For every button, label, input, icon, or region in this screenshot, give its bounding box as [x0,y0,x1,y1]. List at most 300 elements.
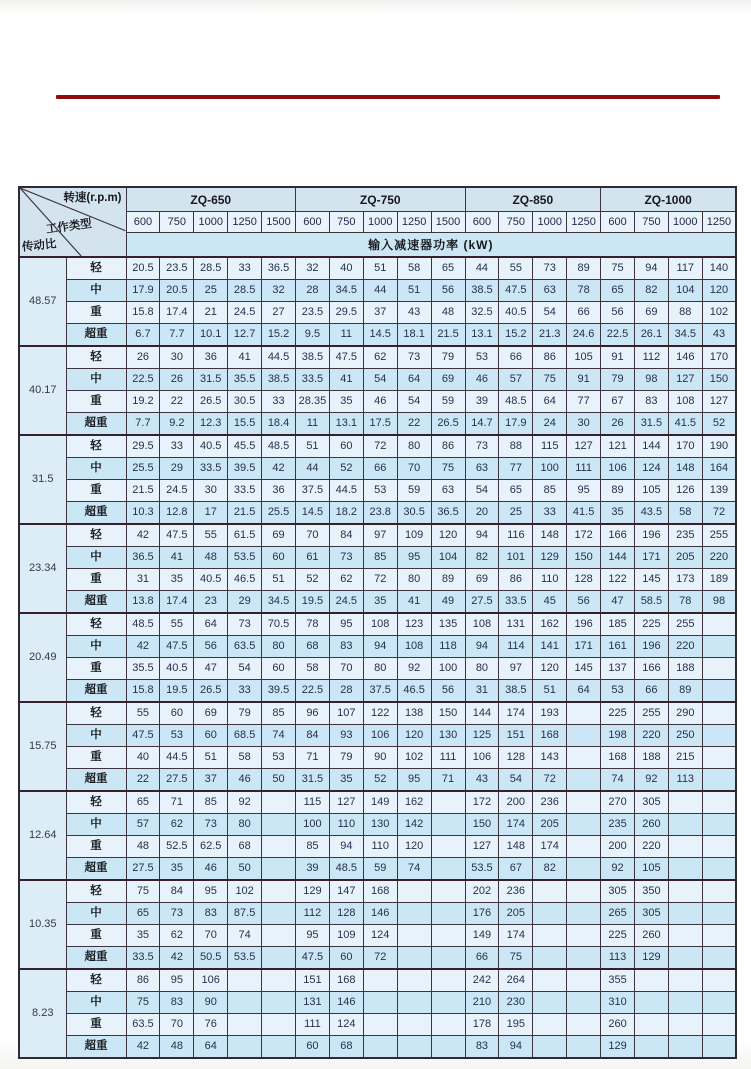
power-value-cell: 190 [702,435,736,458]
power-value-cell [363,992,397,1014]
power-value-cell: 21.5 [228,502,262,525]
power-value-cell [397,1014,431,1036]
speed-header: 1000 [363,212,397,233]
power-value-cell: 36 [262,480,296,502]
power-value-cell: 260 [634,925,668,947]
power-value-cell: 74 [601,769,635,792]
power-value-cell: 40.5 [160,658,194,680]
power-value-cell: 42 [126,636,160,658]
power-value-cell: 30 [194,480,228,502]
power-value-cell: 174 [499,702,533,725]
power-value-cell: 161 [601,636,635,658]
power-value-cell: 112 [634,346,668,369]
power-value-cell [262,791,296,814]
power-value-cell [431,969,465,992]
power-value-cell [567,947,601,970]
power-value-cell: 22.5 [126,369,160,391]
power-value-cell: 196 [634,524,668,547]
power-value-cell: 168 [601,747,635,769]
power-value-cell: 64 [397,369,431,391]
power-value-cell: 51 [262,569,296,591]
power-value-cell [431,791,465,814]
power-value-cell [702,992,736,1014]
power-value-cell: 22 [126,769,160,792]
power-value-cell: 84 [329,524,363,547]
power-value-cell: 96 [296,702,330,725]
power-value-cell: 101 [499,547,533,569]
power-value-cell: 28.35 [296,391,330,413]
power-value-cell [363,969,397,992]
power-value-cell: 31.5 [634,413,668,436]
power-value-cell: 162 [397,791,431,814]
power-value-cell: 236 [533,791,567,814]
power-value-cell: 29.5 [329,302,363,324]
power-value-cell: 62 [160,925,194,947]
power-value-cell: 54 [465,480,499,502]
power-value-cell [397,969,431,992]
power-value-cell: 225 [601,702,635,725]
power-value-cell: 35 [329,391,363,413]
power-value-cell [567,791,601,814]
power-value-cell: 94 [465,524,499,547]
power-value-cell: 73 [228,613,262,636]
table-row [19,791,736,814]
power-value-cell: 148 [533,524,567,547]
power-value-cell: 56 [601,302,635,324]
table-row [19,725,736,747]
power-value-cell: 61.5 [228,524,262,547]
power-value-cell: 145 [567,658,601,680]
power-value-cell: 44 [363,280,397,302]
power-value-cell [702,702,736,725]
power-value-cell: 305 [601,880,635,903]
power-value-cell: 168 [363,880,397,903]
power-value-cell: 95 [194,880,228,903]
speed-header: 1500 [431,212,465,233]
power-value-cell: 60 [329,947,363,970]
power-value-cell: 64 [567,680,601,703]
power-value-cell: 82 [465,547,499,569]
power-value-cell: 128 [499,747,533,769]
power-value-cell: 54 [397,391,431,413]
power-value-cell: 12.7 [228,324,262,347]
power-value-cell: 15.2 [262,324,296,347]
power-value-cell: 255 [634,702,668,725]
power-value-cell: 67 [601,391,635,413]
power-value-cell: 90 [194,992,228,1014]
power-value-cell: 79 [329,747,363,769]
power-value-cell: 140 [702,257,736,280]
power-value-cell [668,992,702,1014]
power-value-cell: 60 [262,658,296,680]
power-value-cell: 28 [296,280,330,302]
worktype-label: 中 [66,547,126,569]
power-value-cell [363,1036,397,1059]
power-value-cell: 38.5 [262,369,296,391]
power-value-cell: 171 [634,547,668,569]
red-divider-line [56,95,720,99]
power-value-cell: 143 [533,747,567,769]
power-value-cell: 14.5 [296,502,330,525]
power-value-cell: 24.6 [567,324,601,347]
power-value-cell: 75 [431,458,465,480]
power-value-cell [668,791,702,814]
power-value-cell [431,1036,465,1059]
power-value-cell: 131 [296,992,330,1014]
worktype-label: 中 [66,992,126,1014]
power-value-cell: 79 [601,369,635,391]
table-row [19,769,736,792]
power-value-cell: 22 [397,413,431,436]
power-value-cell [567,836,601,858]
power-value-cell [668,925,702,947]
power-value-cell: 63.5 [228,636,262,658]
power-value-cell: 91 [601,346,635,369]
power-value-cell: 35.5 [228,369,262,391]
worktype-label: 超重 [66,324,126,347]
corner-diagonal-box [20,188,126,256]
power-value-cell: 112 [296,903,330,925]
power-value-cell: 85 [363,547,397,569]
power-value-cell: 39.5 [262,680,296,703]
power-value-cell: 86 [126,969,160,992]
power-value-cell: 33 [262,391,296,413]
power-value-cell: 75 [601,257,635,280]
power-value-cell: 147 [329,880,363,903]
power-value-cell [634,1014,668,1036]
power-value-cell: 130 [363,814,397,836]
power-value-cell: 80 [397,435,431,458]
power-value-cell: 26.5 [194,391,228,413]
power-value-cell: 139 [702,480,736,502]
power-value-cell: 73 [329,547,363,569]
power-value-cell [431,858,465,881]
ratio-cell: 23.34 [19,524,66,613]
power-value-cell [431,903,465,925]
power-value-cell: 85 [194,791,228,814]
power-value-cell: 172 [465,791,499,814]
power-value-cell: 220 [668,636,702,658]
power-value-cell: 142 [397,814,431,836]
worktype-label: 超重 [66,591,126,614]
power-value-cell: 28.5 [194,257,228,280]
power-value-cell: 15.5 [228,413,262,436]
power-value-cell: 44.5 [160,747,194,769]
power-value-cell: 69 [431,369,465,391]
power-value-cell: 26 [126,346,160,369]
power-value-cell: 32.5 [465,302,499,324]
power-value-cell: 166 [634,658,668,680]
power-value-cell [262,858,296,881]
power-value-cell: 41 [160,547,194,569]
power-value-cell [668,858,702,881]
worktype-label: 重 [66,925,126,947]
power-value-cell: 48.5 [262,435,296,458]
power-value-cell: 36.5 [431,502,465,525]
power-value-cell: 83 [160,992,194,1014]
power-value-cell [397,925,431,947]
power-value-cell [567,903,601,925]
table-corner-cell [19,187,126,257]
power-value-cell [702,947,736,970]
power-value-cell: 236 [499,880,533,903]
power-value-cell: 47.5 [126,725,160,747]
power-value-cell: 122 [601,569,635,591]
power-value-cell: 68 [296,636,330,658]
power-value-cell: 98 [702,591,736,614]
power-value-cell: 310 [601,992,635,1014]
power-value-cell [397,1036,431,1059]
power-value-cell: 149 [363,791,397,814]
power-value-cell: 210 [465,992,499,1014]
power-value-cell: 15.8 [126,302,160,324]
power-value-cell: 39 [465,391,499,413]
power-value-cell: 60 [194,725,228,747]
power-value-cell: 110 [363,836,397,858]
power-value-cell: 115 [296,791,330,814]
power-value-cell: 146 [363,903,397,925]
power-value-cell: 65 [601,280,635,302]
power-value-cell [431,1014,465,1036]
power-value-cell: 53.5 [465,858,499,881]
power-value-cell: 75 [499,947,533,970]
power-value-cell: 41.5 [668,413,702,436]
table-row [19,369,736,391]
power-value-cell: 92 [601,858,635,881]
power-value-cell [567,992,601,1014]
power-value-cell [702,880,736,903]
power-value-cell: 78 [668,591,702,614]
power-value-cell: 22.5 [601,324,635,347]
power-value-cell: 146 [329,992,363,1014]
power-value-cell: 12.3 [194,413,228,436]
table-row [19,1014,736,1036]
power-value-cell: 200 [499,791,533,814]
power-value-cell: 120 [702,280,736,302]
power-value-cell: 53.5 [228,947,262,970]
power-value-cell [567,880,601,903]
power-value-cell: 45.5 [228,435,262,458]
power-value-cell: 26.5 [194,680,228,703]
table-row [19,1036,736,1059]
power-value-cell: 42 [126,1036,160,1059]
ratio-cell: 12.64 [19,791,66,880]
power-value-cell: 23.5 [160,257,194,280]
worktype-label: 中 [66,280,126,302]
power-value-cell: 21.5 [126,480,160,502]
power-value-cell: 114 [499,636,533,658]
speed-header: 1250 [228,212,262,233]
power-value-cell: 57 [499,369,533,391]
power-value-cell: 135 [431,613,465,636]
power-value-cell: 235 [601,814,635,836]
power-value-cell: 7.7 [126,413,160,436]
power-value-cell [702,1036,736,1059]
speed-header: 600 [465,212,499,233]
power-value-cell: 89 [668,680,702,703]
table-row [19,613,736,636]
power-value-cell: 69 [465,569,499,591]
worktype-label: 轻 [66,969,126,992]
power-value-cell: 144 [601,547,635,569]
power-value-cell: 47.5 [296,947,330,970]
power-value-cell: 32 [296,257,330,280]
worktype-label: 重 [66,1014,126,1036]
power-value-cell: 100 [296,814,330,836]
power-value-cell: 58 [228,747,262,769]
table-row [19,858,736,881]
worktype-label: 重 [66,747,126,769]
power-value-cell [262,814,296,836]
power-value-cell: 74 [397,858,431,881]
power-value-cell: 124 [363,925,397,947]
power-value-cell: 65 [126,903,160,925]
power-value-cell: 21.3 [533,324,567,347]
model-header-zq-750: ZQ-750 [296,187,466,212]
power-value-cell: 38.5 [296,346,330,369]
power-value-cell: 36.5 [262,257,296,280]
table-row [19,880,736,903]
power-value-cell: 40.5 [194,569,228,591]
power-value-cell: 23 [194,591,228,614]
power-value-cell: 305 [634,791,668,814]
power-value-cell: 255 [668,613,702,636]
power-value-cell: 98 [634,369,668,391]
power-value-cell: 85 [296,836,330,858]
ratio-cell: 48.57 [19,257,66,346]
power-value-cell: 38.5 [499,680,533,703]
power-value-cell: 80 [397,569,431,591]
power-value-cell: 70 [296,524,330,547]
table-row [19,747,736,769]
table-row [19,324,736,347]
power-value-cell [262,836,296,858]
power-value-cell: 305 [634,903,668,925]
power-value-cell: 13.1 [329,413,363,436]
table-row [19,591,736,614]
power-value-cell: 36.5 [126,547,160,569]
power-value-cell: 47 [601,591,635,614]
table-row [19,903,736,925]
power-value-cell: 102 [228,880,262,903]
power-value-cell: 66 [567,302,601,324]
power-value-cell: 83 [465,1036,499,1059]
corner-label-speed: 转速(r.p.m) [63,192,122,204]
power-value-cell: 196 [567,613,601,636]
power-value-cell [533,1014,567,1036]
speed-header: 1000 [533,212,567,233]
power-value-cell [702,680,736,703]
speed-header: 750 [329,212,363,233]
power-value-cell: 173 [668,569,702,591]
power-value-cell: 33 [228,257,262,280]
power-value-cell: 94 [363,636,397,658]
power-value-cell: 33.5 [194,458,228,480]
power-value-cell: 260 [601,1014,635,1036]
power-value-cell [702,613,736,636]
power-value-cell: 137 [601,658,635,680]
worktype-label: 轻 [66,791,126,814]
power-value-cell: 89 [601,480,635,502]
power-value-cell [702,769,736,792]
power-value-cell: 46 [194,858,228,881]
power-value-cell: 65 [431,257,465,280]
power-value-cell: 80 [228,814,262,836]
power-value-cell: 41 [329,369,363,391]
power-value-cell: 188 [668,658,702,680]
table-row [19,502,736,525]
power-value-cell: 67 [499,858,533,881]
power-value-cell: 24.5 [329,591,363,614]
power-value-cell [533,1036,567,1059]
power-value-cell [567,925,601,947]
power-value-cell: 94 [499,1036,533,1059]
power-value-cell: 18.4 [262,413,296,436]
power-value-cell: 40.5 [194,435,228,458]
power-value-cell: 196 [634,636,668,658]
power-value-cell: 170 [668,435,702,458]
table-row [19,969,736,992]
power-value-cell: 41 [228,346,262,369]
worktype-label: 超重 [66,769,126,792]
power-value-cell: 270 [601,791,635,814]
power-value-cell: 73 [194,814,228,836]
table-row [19,992,736,1014]
power-value-cell: 18.1 [397,324,431,347]
power-value-cell: 91 [567,369,601,391]
power-value-cell: 26.1 [634,324,668,347]
power-value-cell: 54 [533,302,567,324]
power-value-cell: 66 [363,458,397,480]
power-value-cell [262,1036,296,1059]
power-value-cell: 174 [533,836,567,858]
speed-header: 600 [126,212,160,233]
power-value-cell: 150 [431,702,465,725]
power-value-cell [702,836,736,858]
power-value-cell: 108 [465,613,499,636]
power-value-cell: 69 [634,302,668,324]
table-row [19,636,736,658]
power-value-cell [397,992,431,1014]
power-value-cell: 40 [329,257,363,280]
power-value-cell [262,903,296,925]
power-value-cell: 151 [499,725,533,747]
table-row [19,435,736,458]
power-value-cell: 50.5 [194,947,228,970]
table-row [19,569,736,591]
power-value-cell: 26 [601,413,635,436]
power-value-cell: 84 [296,725,330,747]
power-value-cell: 109 [329,925,363,947]
power-value-cell: 85 [262,702,296,725]
power-value-cell: 73 [397,346,431,369]
table-row [19,925,736,947]
power-value-cell: 72 [702,502,736,525]
power-value-cell: 37.5 [296,480,330,502]
power-value-cell: 58 [668,502,702,525]
power-value-cell: 141 [533,636,567,658]
speed-header: 1250 [397,212,431,233]
power-value-cell: 79 [228,702,262,725]
power-value-cell: 193 [533,702,567,725]
power-value-cell: 95 [567,480,601,502]
power-value-cell: 18.2 [329,502,363,525]
power-value-cell: 215 [668,747,702,769]
power-value-cell: 23.5 [296,302,330,324]
power-value-cell: 113 [601,947,635,970]
power-value-cell: 202 [465,880,499,903]
power-value-cell: 17.9 [499,413,533,436]
